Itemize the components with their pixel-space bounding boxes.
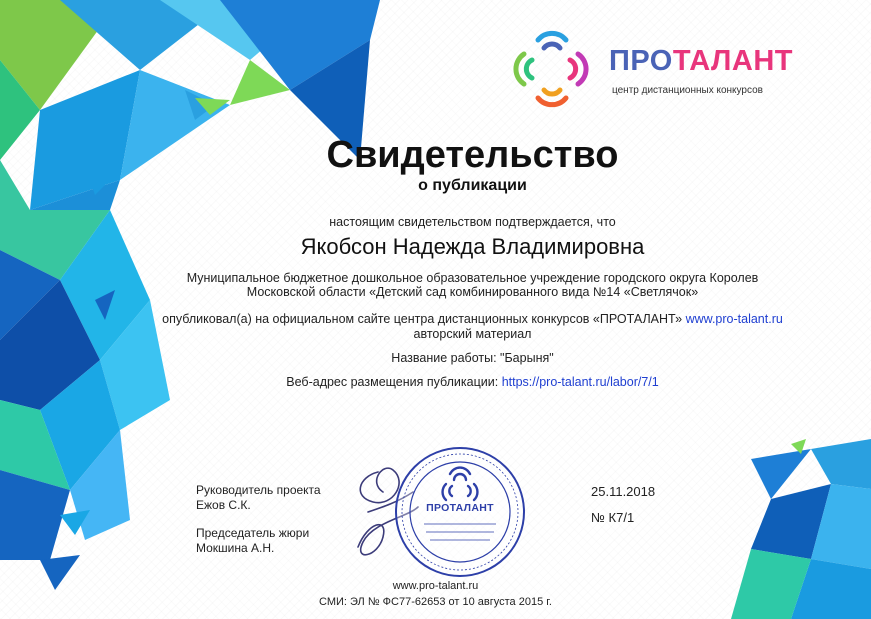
- recipient-name: Якобсон Надежда Владимировна: [300, 234, 645, 259]
- official-stamp: [392, 444, 528, 580]
- published-text: опубликовал(а) на официальном сайте центра дистанционных конкурсов «ПРОТАЛАНТ»: [162, 312, 683, 326]
- protalant-logo: [512, 30, 812, 110]
- decorative-polygons-left: [0, 0, 380, 619]
- head-title: Руководитель проекта: [196, 483, 321, 497]
- web-address-label: Веб-адрес размещения публикации:: [286, 375, 499, 389]
- confirm-text: настоящим свидетельством подтверждается, что: [329, 215, 616, 229]
- work-title-label: Название работы:: [391, 351, 497, 365]
- organization-line-2: Московской области «Детский сад комбинированного вида №14 «Светлячок»: [246, 285, 699, 299]
- head-signature-block: [196, 483, 321, 513]
- footer-smi: СМИ: ЭЛ № ФС77-62653 от 10 августа 2015 г.: [319, 596, 552, 608]
- published-line: [140, 312, 805, 326]
- web-address-link[interactable]: https://pro-talant.ru/labor/7/1: [501, 375, 659, 389]
- logo-mark-icon: [512, 30, 592, 110]
- certificate-number: № К7/1: [591, 510, 635, 525]
- web-address-line: [140, 375, 805, 389]
- jury-signature-block: [196, 526, 309, 556]
- footer-site: www.pro-talant.ru: [392, 580, 479, 592]
- jury-name: Мокшина А.Н.: [196, 541, 275, 555]
- issue-date: 25.11.2018: [591, 484, 656, 499]
- certificate-title: Свидетельство: [326, 134, 619, 176]
- material-text: авторский материал: [413, 327, 532, 341]
- logo-name-pro: ПРО: [609, 45, 673, 77]
- decorative-polygons-right: [731, 439, 871, 619]
- site-link[interactable]: www.pro-talant.ru: [685, 312, 783, 326]
- stamp-label: ПРОТАЛАНТ: [426, 502, 494, 514]
- work-title-line: [140, 351, 805, 365]
- certificate-subtitle: о публикации: [418, 177, 527, 194]
- head-name: Ежов С.К.: [196, 498, 251, 512]
- organization-line-1: Муниципальное бюджетное дошкольное образовательное учреждение городского округа Королев: [186, 271, 759, 285]
- logo-name: [609, 45, 793, 78]
- logo-name-talant: ТАЛАНТ: [672, 45, 794, 77]
- jury-title: Председатель жюри: [196, 526, 310, 540]
- work-title-value: "Барыня": [500, 351, 554, 365]
- logo-subtitle: центр дистанционных конкурсов: [612, 85, 763, 96]
